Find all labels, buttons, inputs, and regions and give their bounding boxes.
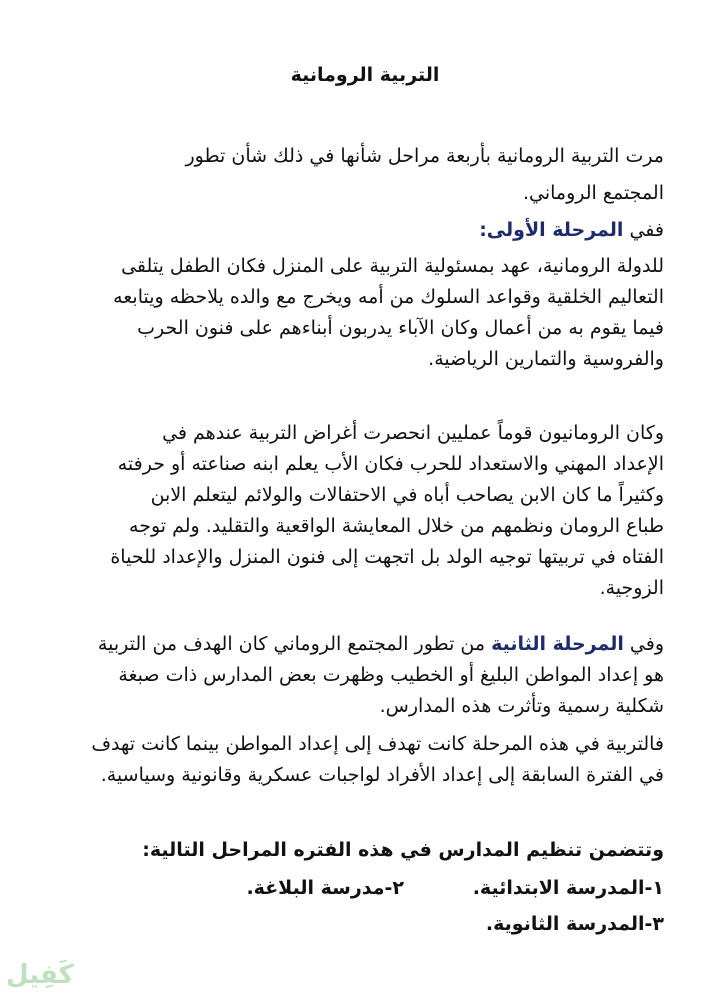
paragraph2-line-1: وكان الرومانيون قوماً عمليين انحصرت أغراض التربية عندهم في	[162, 422, 664, 444]
stage2-heading: المرحلة الثانية	[491, 633, 624, 655]
paragraph4-line-2: في الفترة السابقة إلى إعداد الأفراد لواجبات عسكرية وقانونية وسياسية.	[100, 764, 664, 786]
paragraph2-line-3: وكثيراً ما كان الابن يصاحب أباه في الاحتفالات والولائم ليتعلم الابن	[150, 484, 664, 506]
intro-line-2: المجتمع الروماني.	[522, 182, 664, 204]
stage1-line-4: والفروسية والتمارين الرياضية.	[428, 348, 664, 370]
stage1-line-3: فيما يقوم به من أعمال وكان الآباء يدربون أبناءهم على فنون الحرب	[137, 317, 664, 339]
schools-item-2: ٢-مدرسة البلاغة.	[246, 877, 404, 899]
document-title: التربية الرومانية	[290, 64, 440, 86]
watermark-logo: كَفِيل	[6, 960, 74, 990]
intro-line-1: مرت التربية الرومانية بأربعة مراحل شأنها في ذلك شأن تطور	[185, 145, 664, 167]
paragraph2-line-5: الفتاه في تربيتها توجيه الولد بل اتجهت إلى فنون المنزل والإعداد للحياة	[110, 546, 664, 568]
stage2-line-2: هو إعداد المواطن البليغ أو الخطيب وظهرت بعض المدارس ذات صبغة	[118, 664, 664, 686]
schools-heading: وتتضمن تنظيم المدارس في هذه الفتره المراحل التالية:	[142, 839, 664, 861]
stage2-line-3: شكلية رسمية وتأثرت هذه المدارس.	[379, 695, 664, 717]
paragraph2-line-2: الإعداد المهني والاستعداد للحرب فكان الأب يعلم ابنه صناعته أو حرفته	[117, 453, 664, 475]
stage1-prefix: ففي	[623, 219, 664, 241]
stage2-first-line-rest: من تطور المجتمع الروماني كان الهدف من التربية	[97, 633, 492, 655]
stage1-line-1: للدولة الرومانية، عهد بمسئولية التربية على المنزل فكان الطفل يتلقى	[121, 255, 664, 277]
schools-item-1: ١-المدرسة الابتدائية.	[472, 877, 664, 899]
paragraph2-line-4: طباع الرومان ونظمهم من خلال المعايشة الواقعية والتقليد. ولم توجه	[129, 515, 664, 537]
stage2-prefix: وفي	[623, 633, 664, 655]
stage1-line-2: التعاليم الخلقية وقواعد السلوك من أمه ويخرج مع والده يلاحظه ويتابعه	[113, 286, 664, 308]
stage1-heading: المرحلة الأولى:	[479, 219, 624, 241]
stage2-line-1	[98, 628, 664, 660]
schools-item-3: ٣-المدرسة الثانوية.	[485, 913, 664, 935]
stage1-heading-line	[479, 214, 664, 246]
paragraph2-line-6: الزوجية.	[599, 577, 664, 599]
paragraph4-line-1: فالتربية في هذه المرحلة كانت تهدف إلى إعداد المواطن بينما كانت تهدف	[91, 733, 664, 755]
